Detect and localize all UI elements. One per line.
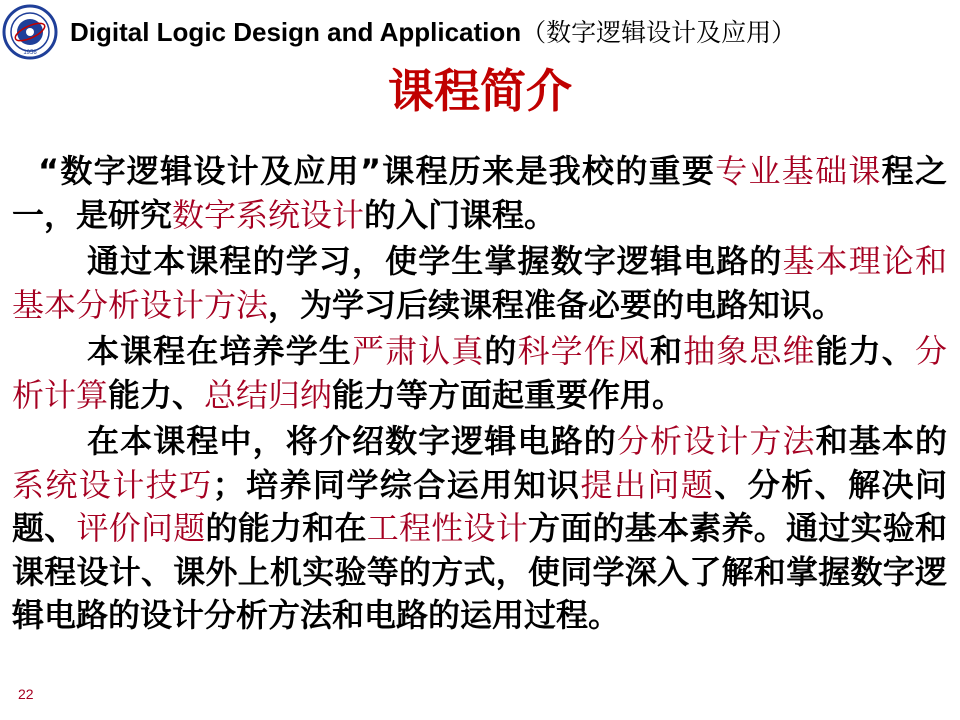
highlight-run: 专业基础课: [715, 152, 882, 190]
text-run: 和基本的: [815, 422, 947, 460]
highlight-run: 严肃认真: [351, 332, 485, 370]
highlight-run: 科学作风: [517, 332, 650, 370]
text-run: 程之一，是研究: [12, 152, 947, 234]
slide-header: [70, 16, 955, 49]
highlight-run: 工程性设计: [366, 509, 528, 547]
text-run: 和: [649, 332, 684, 370]
highlight-run: 总结归纳: [204, 375, 333, 414]
paragraph-4: [12, 420, 947, 638]
text-run: ；培养同学综合运用知识: [212, 465, 581, 504]
header-chinese-title: （数字逻辑设计及应用）: [521, 18, 797, 47]
text-run: 通过本课程的学习，使学生掌握数字逻辑电路的: [87, 242, 783, 280]
highlight-run: 评价问题: [76, 509, 206, 547]
highlight-run: 数字系统设计: [172, 195, 365, 234]
highlight-run: 分析计算: [12, 332, 947, 414]
slide-title: 课程简介: [388, 64, 572, 118]
text-run: 本课程在培养学生: [87, 332, 352, 370]
text-run: 的: [484, 332, 518, 370]
paragraph-2: [12, 240, 947, 327]
highlight-run: 系统设计技巧: [12, 465, 213, 504]
text-run: 的入门课程。: [364, 195, 557, 234]
text-run: 能力、: [108, 375, 205, 414]
text-run: ，为学习后续课程准备必要的电路知识。: [268, 285, 845, 324]
slide-body: [12, 150, 947, 638]
university-logo: [2, 4, 58, 60]
text-run: 、分析、解决问题、: [12, 465, 947, 547]
text-run: “数字逻辑设计及应用”课程历来是我校的重要: [38, 152, 716, 190]
paragraph-3: [12, 330, 947, 417]
header-english-title: Digital Logic Design and Application: [70, 17, 522, 47]
page-number: 22: [18, 686, 34, 702]
svg-text:1956: 1956: [23, 50, 37, 56]
text-run: 方面的基本素养。通过实验和课程设计、课外上机实验等的方式，使同学深入了解和掌握数字逻辑电路的设计分析方法和电路的运用过程。: [12, 509, 947, 634]
text-run: 在本课程中，将介绍数字逻辑电路的: [87, 422, 617, 460]
highlight-run: 抽象思维: [683, 332, 816, 370]
highlight-run: 基本理论和基本分析设计方法: [12, 242, 947, 324]
highlight-run: 提出问题: [580, 465, 715, 504]
text-run: 能力等方面起重要作用。: [332, 375, 685, 414]
text-run: 的能力和在: [205, 509, 367, 547]
paragraph-1: [12, 150, 947, 237]
text-run: 能力、: [815, 332, 915, 370]
highlight-run: 分析设计方法: [616, 422, 816, 460]
